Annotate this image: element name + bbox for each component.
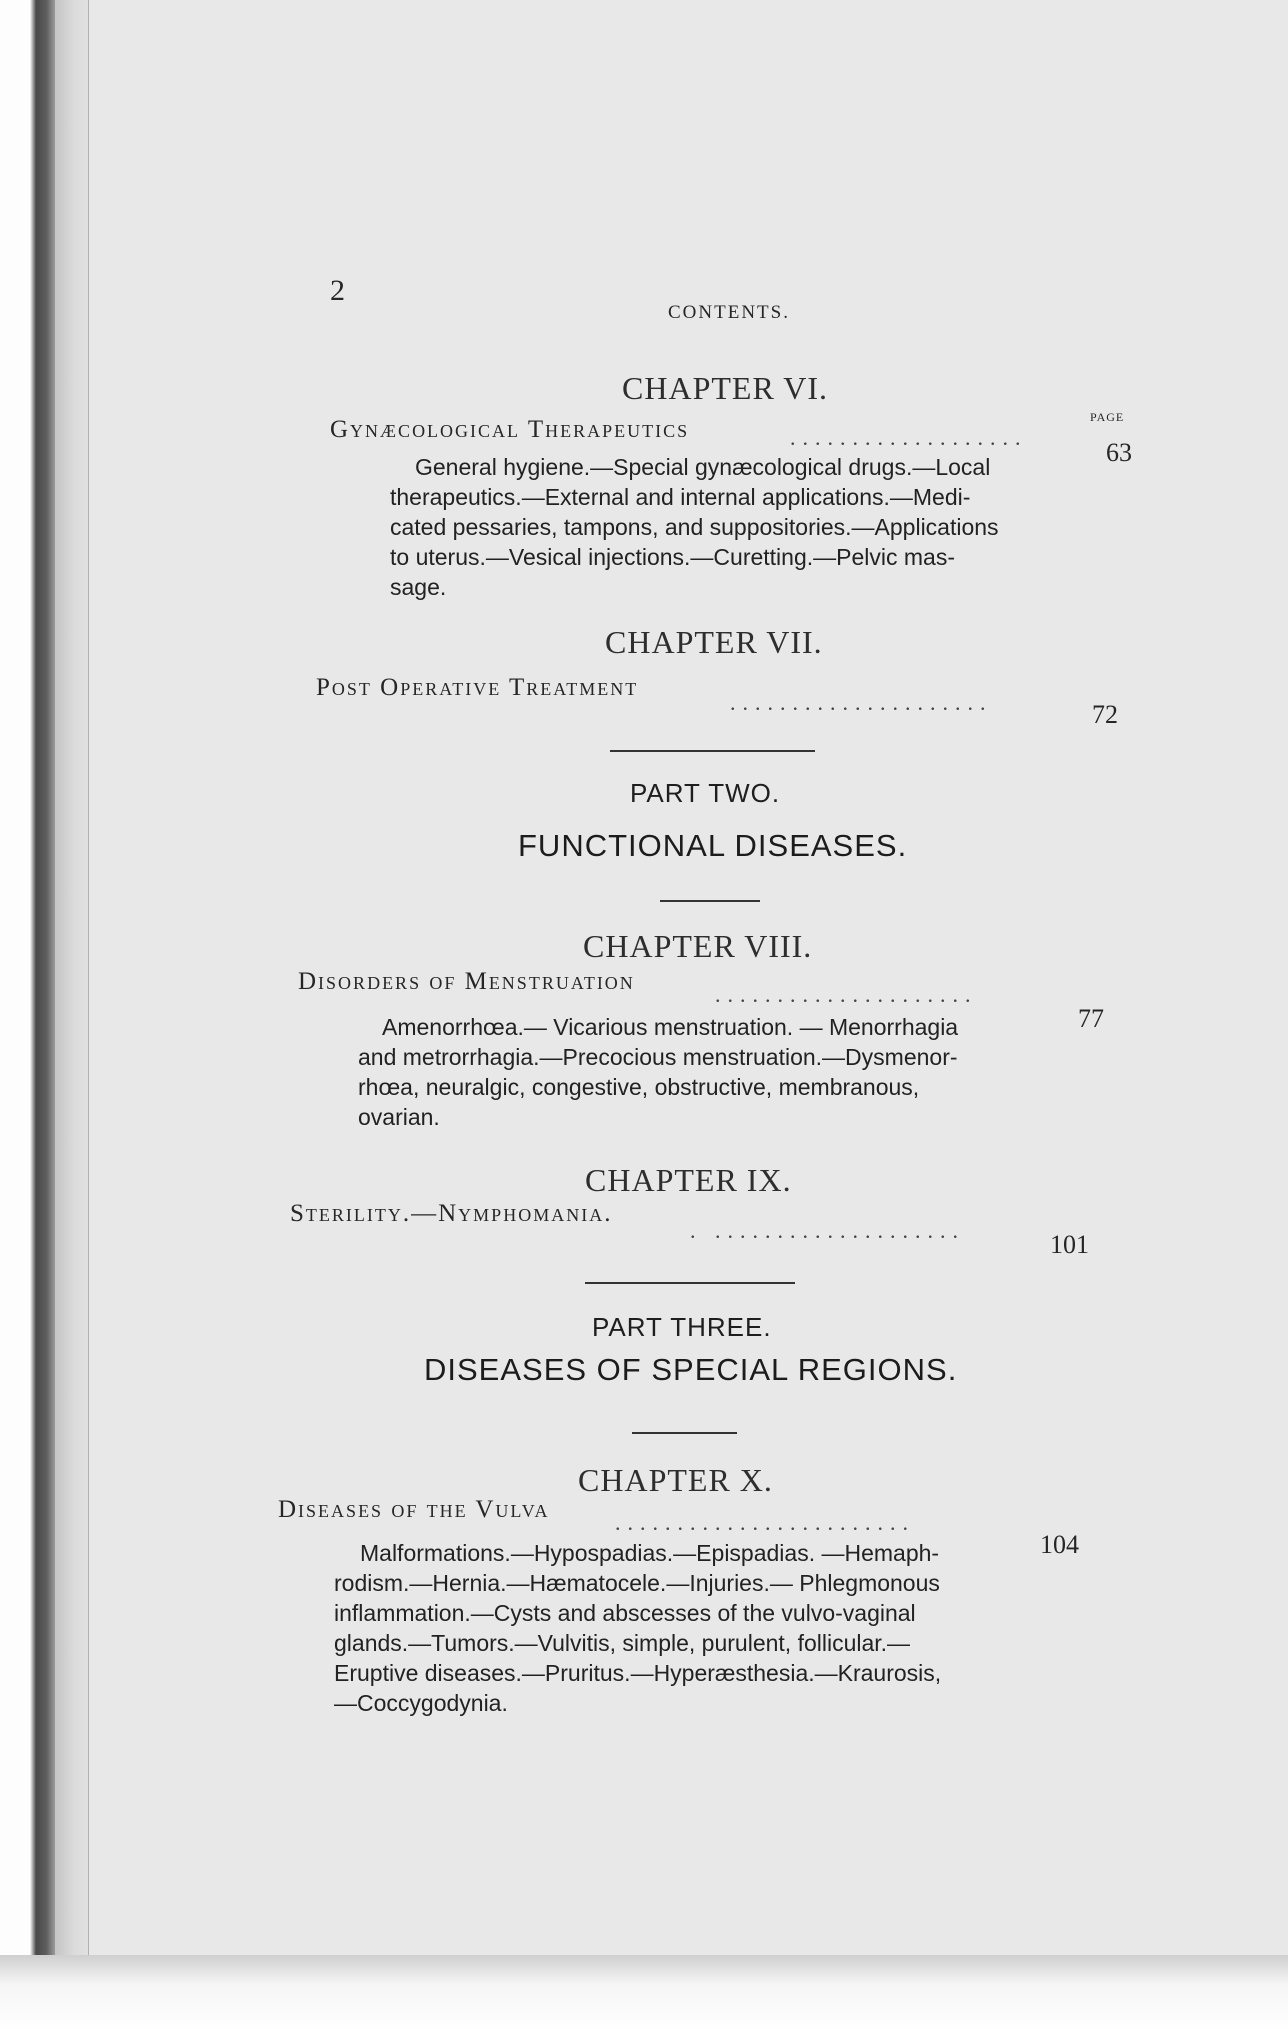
chapter-8-desc-line: Amenorrhœa.— Vicarious menstruation. — Menorrhagia [382, 1014, 959, 1040]
divider [632, 1432, 737, 1434]
chapter-10-leader: ........................ [615, 1510, 915, 1535]
chapter-7-heading: CHAPTER VII. [605, 624, 823, 660]
chapter-6-heading: CHAPTER VI. [622, 370, 828, 406]
divider [585, 1282, 795, 1284]
part-three-label: PART THREE. [592, 1312, 772, 1342]
chapter-6-title: Gynæcological Therapeutics [330, 416, 690, 443]
chapter-10-desc-line: rodism.—Hernia.—Hæmatocele.—Injuries.— Phlegmonous [334, 1570, 940, 1596]
chapter-9-leader: . .................... [690, 1218, 965, 1243]
chapter-6-desc-line: therapeutics.—External and internal applications.—Medi- [390, 484, 971, 510]
chapter-10-page: 104 [1040, 1530, 1079, 1559]
chapter-8-heading: CHAPTER VIII. [583, 928, 813, 964]
chapter-7-title: Post Operative Treatment [316, 674, 639, 701]
chapter-9-heading: CHAPTER IX. [585, 1162, 792, 1198]
part-two-label: PART TWO. [630, 778, 781, 808]
chapter-7-leader: ..................... [730, 690, 993, 715]
chapter-9-title: Sterility.—Nymphomania. [290, 1200, 613, 1227]
chapter-6-leader: ................... [790, 425, 1028, 450]
chapter-8-page: 77 [1078, 1004, 1104, 1033]
chapter-7-page: 72 [1092, 700, 1118, 729]
page-column-label: PAGE [1090, 410, 1125, 424]
chapter-10-title: Diseases of the Vulva [278, 1496, 550, 1523]
chapter-8-title: Disorders of Menstruation [298, 968, 635, 995]
chapter-10-heading: CHAPTER X. [578, 1462, 773, 1498]
chapter-6-desc-line: cated pessaries, tampons, and suppositories.—Applications [390, 514, 999, 540]
divider [660, 900, 760, 902]
chapter-10-desc-line: Malformations.—Hypospadias.—Epispadias. —Hemaph- [360, 1540, 940, 1566]
chapter-8-desc-line: and metrorrhagia.—Precocious menstruation.—Dysmenor- [358, 1044, 958, 1070]
running-head: CONTENTS. [668, 302, 790, 323]
part-three-title: DISEASES OF SPECIAL REGIONS. [424, 1352, 958, 1387]
part-two-title: FUNCTIONAL DISEASES. [518, 828, 908, 863]
chapter-9-page: 101 [1050, 1230, 1089, 1259]
chapter-10-desc-line: inflammation.—Cysts and abscesses of the vulvo-vaginal [334, 1600, 916, 1626]
page-number: 2 [330, 274, 345, 307]
chapter-10-desc-line: Eruptive diseases.—Pruritus.—Hyperæsthesia.—Kraurosis, [334, 1660, 942, 1686]
chapter-8-desc-line: rhœa, neuralgic, congestive, obstructive, membranous, [358, 1074, 920, 1100]
chapter-6-desc-line: General hygiene.—Special gynæcological drugs.—Local [415, 454, 991, 480]
book-spine [0, 0, 55, 2032]
divider [610, 750, 815, 752]
chapter-10-desc-line: glands.—Tumors.—Vulvitis, simple, purulent, follicular.— [334, 1630, 911, 1656]
chapter-6-desc-line: to uterus.—Vesical injections.—Curetting.—Pelvic mas- [390, 544, 955, 570]
page-bottom-margin [0, 1955, 1288, 2032]
chapter-10-desc-line: —Coccygodynia. [334, 1690, 508, 1716]
chapter-8-desc-line: ovarian. [358, 1104, 440, 1130]
chapter-8-leader: ..................... [715, 982, 978, 1007]
chapter-6-desc-line: sage. [390, 574, 447, 600]
chapter-6-page: 63 [1106, 438, 1132, 467]
